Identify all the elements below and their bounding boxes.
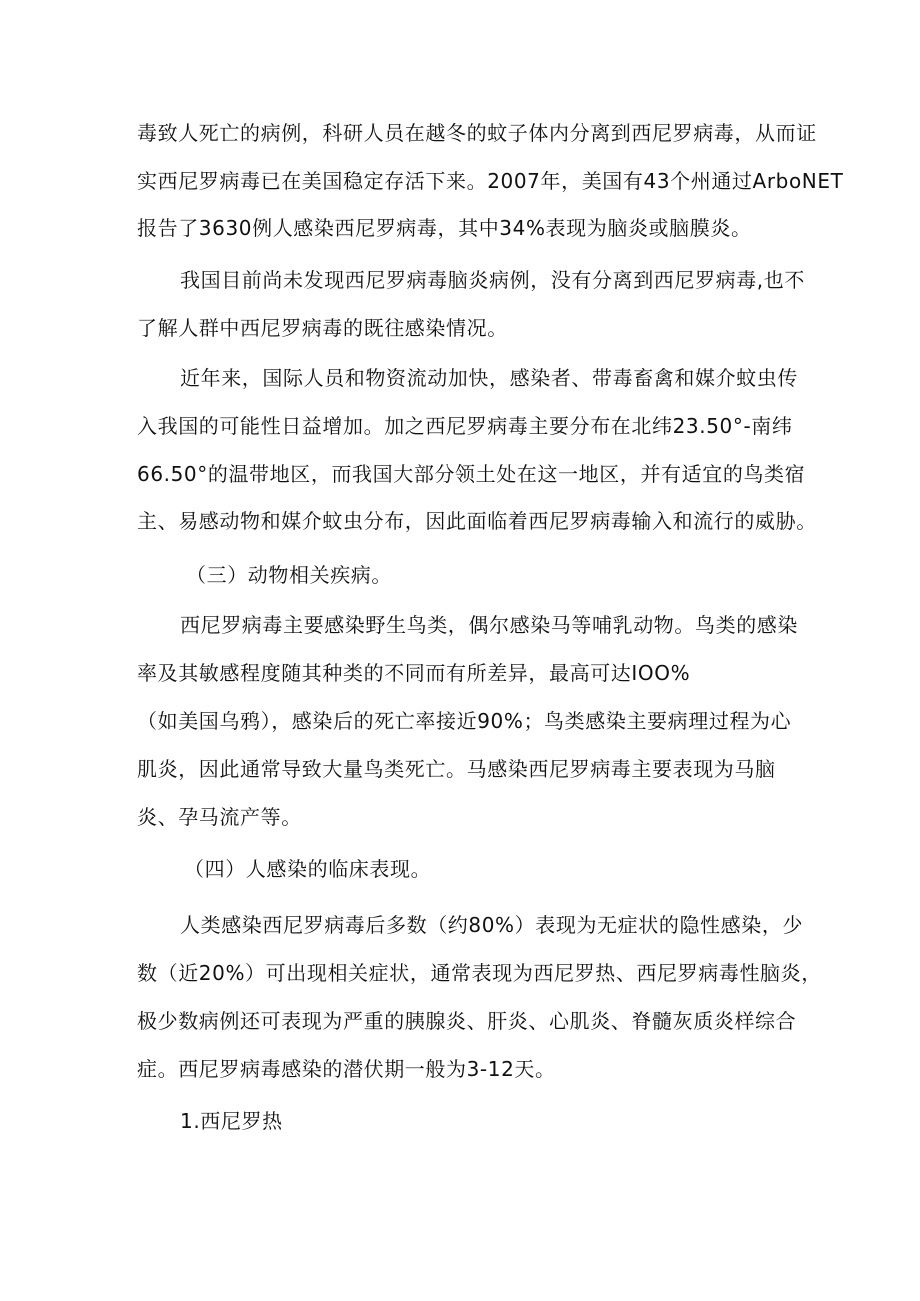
- paragraph-line: 西尼罗病毒主要感染野生鸟类，偶尔感染马等哺乳动物。鸟类的感染: [180, 613, 798, 637]
- paragraph-line: 肌炎，因此通常导致大量鸟类死亡。马感染西尼罗病毒主要表现为马脑: [137, 757, 776, 781]
- paragraph-line: 炎、孕马流产等。: [137, 805, 302, 829]
- paragraph-line: 数（近20%）可出现相关症状，通常表现为西尼罗热、西尼罗病毒性脑炎，: [137, 961, 822, 985]
- paragraph-line: 近年来，国际人员和物资流动加快，感染者、带毒畜禽和媒介蚊虫传: [180, 366, 798, 390]
- paragraph-line: 主、易感动物和媒介蚊虫分布，因此面临着西尼罗病毒输入和流行的威胁。: [137, 509, 817, 533]
- paragraph-line: 症。西尼罗病毒感染的潜伏期一般为3-12天。: [137, 1057, 556, 1081]
- paragraph-line: 率及其敏感程度随其种类的不同而有所差异，最高可达IOO%: [137, 661, 691, 685]
- section-heading: （四）人感染的临床表现。: [184, 857, 432, 881]
- paragraph-line: 66.50°的温带地区，而我国大部分领土处在这一地区，并有适宜的鸟类宿: [137, 462, 806, 486]
- paragraph-line: 毒致人死亡的病例，科研人员在越冬的蚊子体内分离到西尼罗病毒，从而证: [137, 121, 817, 145]
- section-heading: （三）动物相关疾病。: [186, 563, 392, 587]
- paragraph-line: 人类感染西尼罗病毒后多数（约80%）表现为无症状的隐性感染，少: [180, 913, 804, 937]
- paragraph-line: 极少数病例还可表现为严重的胰腺炎、肝炎、心肌炎、脊髓灰质炎样综合: [137, 1009, 797, 1033]
- paragraph-line: 了解人群中西尼罗病毒的既往感染情况。: [137, 316, 508, 340]
- subsection-heading: 1.西尼罗热: [180, 1109, 283, 1133]
- paragraph-line: （如美国乌鸦），感染后的死亡率接近90%；鸟类感染主要病理过程为心: [137, 709, 792, 733]
- paragraph-line: 报告了3630例人感染西尼罗病毒，其中34%表现为脑炎或脑膜炎。: [137, 216, 752, 240]
- paragraph-line: 实西尼罗病毒已在美国稳定存活下来。2007年，美国有43个州通过ArboNET: [137, 169, 844, 193]
- paragraph-line: 入我国的可能性日益增加。加之西尼罗病毒主要分布在北纬23.50°-南纬: [137, 414, 793, 438]
- paragraph-line: 我国目前尚未发现西尼罗病毒脑炎病例，没有分离到西尼罗病毒,也不: [180, 268, 805, 292]
